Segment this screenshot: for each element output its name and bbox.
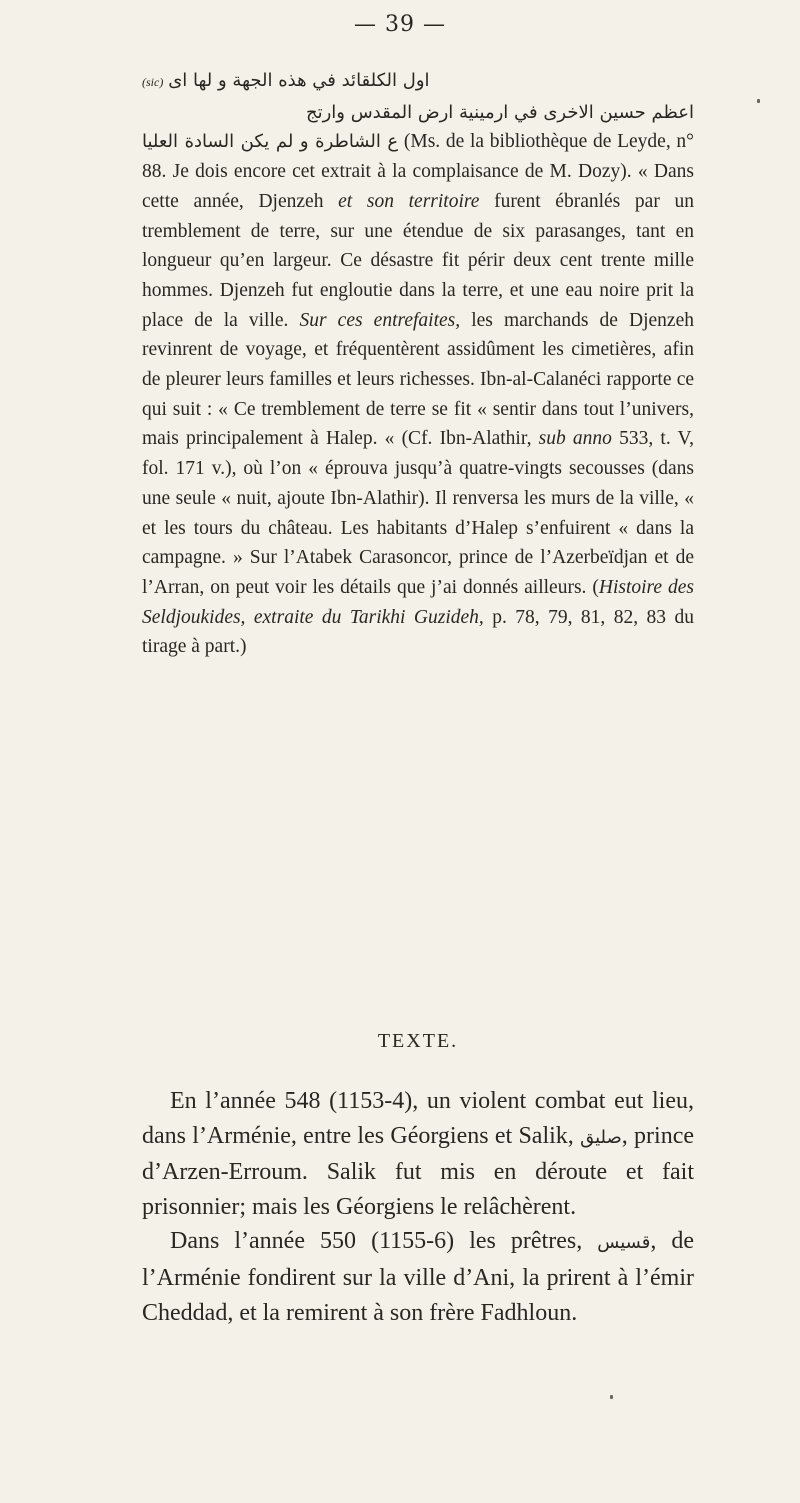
sic-marker: (sic): [142, 75, 164, 89]
paragraph-text: Dans l’année 550 (1155-6) les prêtres,: [170, 1228, 598, 1255]
paragraph-548: [142, 1084, 694, 1224]
arabic-text: ع الشاطرة و لم يكن السادة العليا: [142, 131, 399, 153]
page-number: — 39 —: [354, 12, 446, 37]
footnote-paragraph: [142, 127, 694, 662]
arabic-quote-line-2: [142, 98, 694, 128]
arabic-text: اول الكلقائد في هذه الجهة و لها اى: [168, 70, 430, 91]
arabic-text: اعظم حسين الاخرى في ارمينية ارض المقدس وارتج: [305, 101, 694, 123]
note-italic: et son territoire: [338, 190, 480, 212]
note-italic: sub anno: [538, 428, 612, 450]
arabic-name: قسيس: [597, 1232, 651, 1254]
ink-speck: [610, 1395, 613, 1399]
paragraph-550: [142, 1224, 694, 1330]
paragraph-text: En l’année 548 (1153-4), un violent combat eut lieu, dans l’Arménie, entre les Géorgiens et Salik,: [142, 1088, 694, 1149]
note-italic: Sur ces entrefaites,: [299, 309, 461, 331]
note-text: 533, t. V, fol. 171 v.), où l’on « éprouva jusqu’à quatre-vingts secousses (dans une seule « nuit, ajoute Ibn-Alathir). Il renversa les murs de la ville, « et les tours du château. Les habitants d’Halep s’enfuirent « dans la campagne. » Sur l’Atabek Carasoncor, prince de l’Azerbeïdjan et de l’Arran, on peut voir les détails que j’ai donnés ailleurs. (: [142, 428, 694, 598]
note-text: de Leyde, n° 88. Je dois encore cet extrait à la complaisance de M. Dozy). « Dans cette année, Djenzeh: [142, 131, 694, 212]
paragraph-text: , prince d’Arzen-Erroum. Salik fut mis en déroute et fait prisonnier; mais les Géorgiens le relâchèrent.: [142, 1122, 694, 1220]
note-text: p. 78, 79, 81, 82, 83 du tirage à part.): [142, 606, 694, 658]
ink-speck: [757, 99, 760, 103]
arabic-name: صليق: [580, 1126, 622, 1148]
main-text: [142, 1084, 694, 1330]
footnote-block: [142, 66, 694, 662]
note-text: les marchands de Djenzeh revinrent de voyage, et fréquentèrent assidûment les cimetières, afin de pleurer leurs familles et leurs richesses. Ibn-al-Calanéci rapporte ce qui suit : « Ce tremblement de terre se fit « sentir dans tout l’univers, mais principalement à Halep. « (Cf. Ibn-Alathir,: [142, 309, 694, 450]
section-heading: TEXTE.: [377, 1030, 459, 1052]
manuscript-reference: (Ms. de la bibliothèque: [403, 131, 588, 153]
paragraph-text: , de l’Arménie fondirent sur la ville d’Ani, la prirent à l’émir Cheddad, et la remirent à son frère Fadhloun.: [142, 1228, 695, 1326]
note-text: furent ébranlés par un tremblement de terre, sur une étendue de six parasanges, tant en longueur qu’en largeur. Ce désastre fit périr deux cent trente mille hommes. Djenzeh fut engloutie dans la terre, et une eau noire prit la place de la ville.: [142, 190, 695, 331]
note-italic: Histoire des Seldjoukides, extraite du Tarikhi Guzideh,: [142, 576, 694, 628]
arabic-quote-line-1: [142, 66, 694, 98]
